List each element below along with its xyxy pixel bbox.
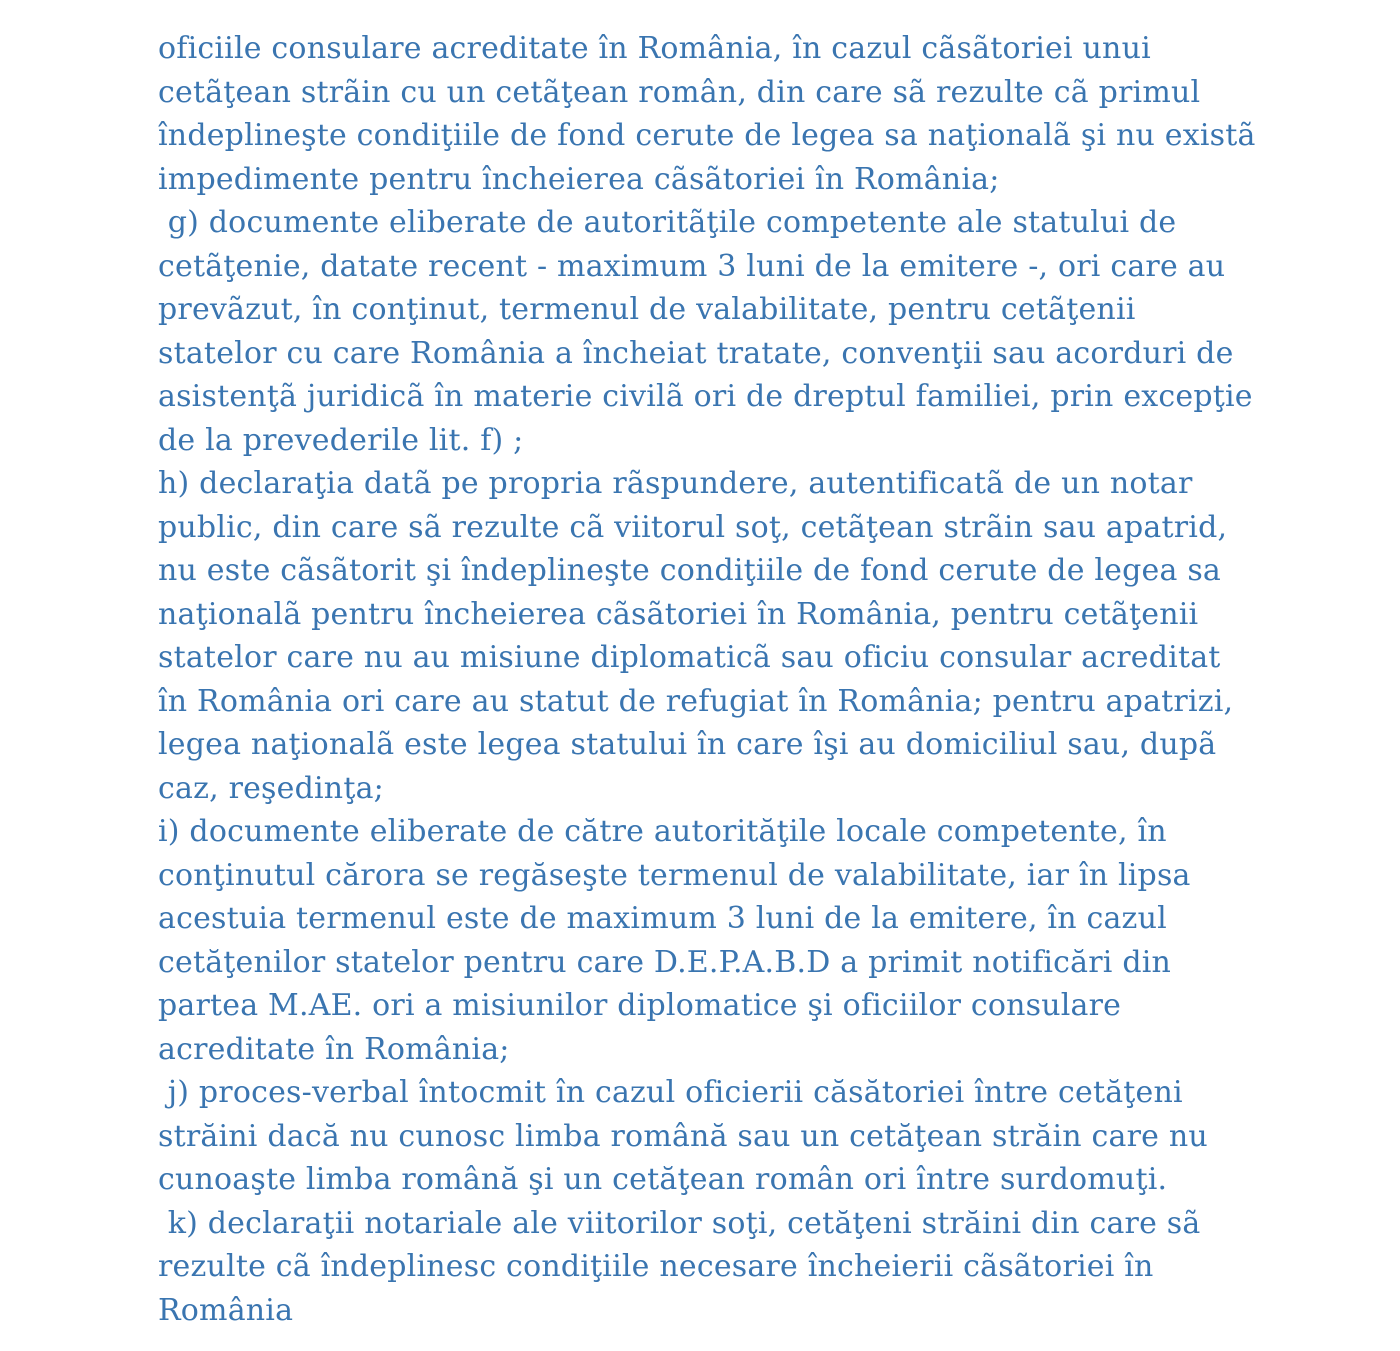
text-line: asistenţã juridicã în materie civilã ori de dreptul familiei, prin excepţie	[158, 379, 1253, 414]
text-line: k) declaraţii notariale ale viitorilor soţi, cetăţeni străini din care sã	[158, 1205, 1201, 1241]
text-line: acreditate în România;	[158, 1031, 510, 1067]
text-line: prevãzut, în conţinut, termenul de valabilitate, pentru cetãţenii	[158, 292, 1136, 327]
text-line: cetãţenie, datate recent - maximum 3 luni de la emitere -, ori care au	[158, 248, 1226, 284]
text-line: străini dacă nu cunosc limba română sau un cetăţean străin care nu	[158, 1118, 1208, 1154]
text-line: rezulte cã îndeplinesc condiţiile necesare încheierii cãsãtoriei în	[158, 1249, 1154, 1284]
text-line: partea M.AE. ori a misiunilor diplomatice şi oficiilor consulare	[158, 988, 1122, 1023]
text-line: legea naţionalã este legea statului în care îşi au domiciliul sau, dupã	[158, 727, 1217, 762]
text-line: îndeplineşte condiţiile de fond cerute de legea sa naţionalã şi nu existã	[158, 118, 1256, 153]
text-line: j) proces-verbal întocmit în cazul oficierii căsătoriei între cetăţeni	[158, 1075, 1183, 1110]
text-line: g) documente eliberate de autoritãţile competente ale statului de	[158, 205, 1177, 240]
text-line: public, din care sã rezulte cã viitorul soţ, cetãţean strãin sau apatrid,	[158, 509, 1228, 545]
text-line: i) documente eliberate de către autorităţile locale competente, în	[158, 814, 1167, 849]
text-line: cetăţenilor statelor pentru care D.E.P.A.B.D a primit notificări din	[158, 944, 1172, 980]
legal-text-block	[158, 27, 1380, 1332]
text-line: h) declaraţia datã pe propria rãspundere, autentificatã de un notar	[158, 466, 1193, 501]
text-line: naţionalã pentru încheierea cãsãtoriei în România, pentru cetãţenii	[158, 596, 1199, 632]
text-line: conţinutul cărora se regăseşte termenul de valabilitate, iar în lipsa	[158, 857, 1191, 893]
text-line: cunoaşte limba română şi un cetăţean român ori între surdomuţi.	[158, 1162, 1168, 1197]
text-line: statelor care nu au misiune diplomaticã sau oficiu consular acreditat	[158, 640, 1221, 675]
text-line: oficiile consulare acreditate în România, în cazul cãsãtoriei unui	[158, 31, 1151, 66]
text-line: statelor cu care România a încheiat tratate, convenţii sau acorduri de	[158, 335, 1234, 371]
text-line: caz, reşedinţa;	[158, 770, 384, 806]
text-line: de la prevederile lit. f) ;	[158, 422, 524, 458]
text-line: România	[158, 1292, 294, 1328]
text-line: impedimente pentru încheierea cãsãtoriei în România;	[158, 161, 1000, 197]
text-line: nu este cãsãtorit şi îndeplineşte condiţiile de fond cerute de legea sa	[158, 553, 1221, 588]
text-line: în România ori care au statut de refugiat în România; pentru apatrizi,	[158, 683, 1234, 719]
text-line: acestuia termenul este de maximum 3 luni de la emitere, în cazul	[158, 901, 1167, 936]
text-line: cetãţean strãin cu un cetãţean român, din care sã rezulte cã primul	[158, 74, 1201, 110]
